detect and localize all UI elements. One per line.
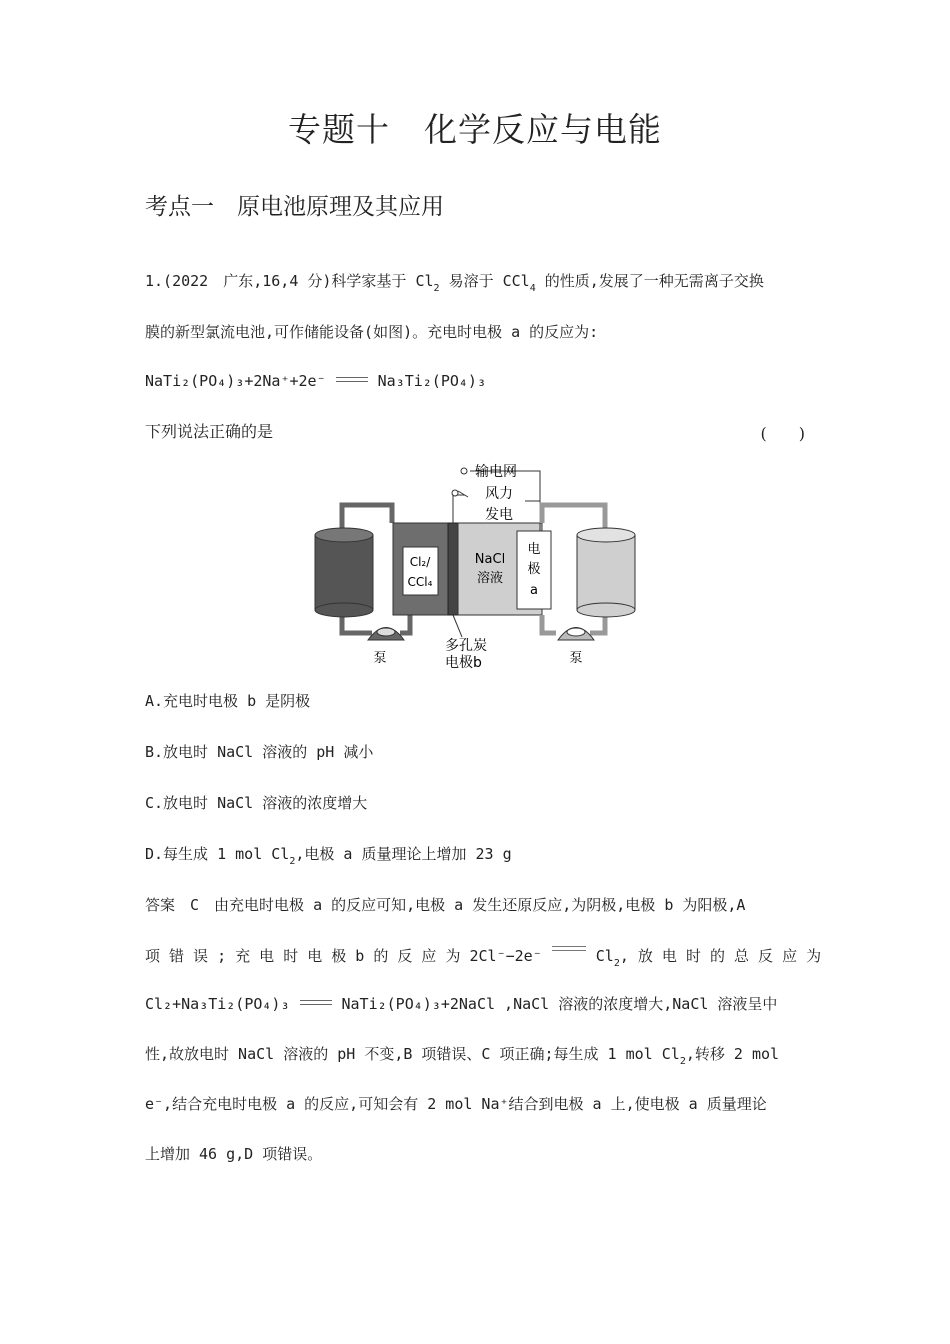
- reaction-equation: NaTi₂(PO₄)₃+2Na⁺+2e⁻ Na₃Ti₂(PO₄)₃: [145, 372, 486, 390]
- left-cell-label-1: Cl₂/: [409, 555, 431, 569]
- answer-line-3: Cl₂+Na₃Ti₂(PO₄)₃ NaTi₂(PO₄)₃+2NaCl ,NaCl 溶液的浓度增大,NaCl 溶液呈中: [145, 995, 778, 1013]
- electrode-a-label-1: 电: [527, 542, 541, 557]
- section-heading: 考点一 原电池原理及其应用: [145, 194, 444, 220]
- grid-label: 输电网: [475, 464, 517, 480]
- left-cell-label-2: CCl₄: [407, 575, 433, 589]
- porous-carbon-electrode-b: [448, 523, 458, 615]
- left-tank-bottom: [315, 603, 373, 617]
- grid-terminal: [461, 468, 467, 474]
- right-tank-bottom: [577, 603, 635, 617]
- right-cell-label-2: 溶液: [476, 571, 504, 586]
- answer-line-6: 上增加 46 g,D 项错误。: [145, 1145, 323, 1163]
- battery-diagram: [300, 455, 650, 675]
- porous-label-2: 电极b: [445, 655, 482, 671]
- electrode-a-label-2: 极: [527, 562, 541, 577]
- electrode-b-pointer: [453, 615, 462, 637]
- option-c: C.放电时 NaCl 溶液的浓度增大: [145, 794, 368, 812]
- right-bottom-pipe: [542, 615, 556, 633]
- option-d: D.每生成 1 mol $Cl_2$,电极 a 质量理论上增加 23 g: [145, 845, 512, 867]
- porous-label-1: 多孔炭: [445, 638, 487, 654]
- option-b: B.放电时 NaCl 溶液的 pH 减小: [145, 743, 374, 761]
- switch-terminal: [452, 490, 458, 496]
- wire-b: [453, 495, 465, 523]
- wind-label-1: 风力: [485, 486, 513, 502]
- left-bottom-pipe-2: [400, 615, 410, 633]
- answer-line-1: 答案 C 由充电时电极 a 的反应可知,电极 a 发生还原反应,为阴极,电极 b 为阳极,A: [145, 896, 746, 914]
- electrode-a-label-3: a: [530, 583, 538, 598]
- answer-line-5: e⁻,结合充电时电极 a 的反应,可知会有 2 mol Na⁺结合到电极 a 上,使电极 a 质量理论: [145, 1095, 767, 1113]
- answer-line-2: 项 错 误 ; 充 电 时 电 极 b 的 反 应 为 2Cl⁻−2e⁻ $Cl_2$, 放 电 时 的 总 反 应 为: [145, 947, 822, 969]
- page-title: 专题十 化学反应与电能: [288, 110, 662, 149]
- right-tank: [577, 535, 635, 610]
- answer-parentheses: ( ): [760, 424, 805, 443]
- right-tank-top: [577, 528, 635, 542]
- question-prompt: 下列说法正确的是: [145, 422, 274, 441]
- switch-lever: [458, 491, 468, 497]
- left-tank-top: [315, 528, 373, 542]
- pump-label-right: 泵: [569, 651, 583, 666]
- answer-line-4: 性,故放电时 NaCl 溶液的 pH 不变,B 项错误、C 项正确;每生成 1 mol $Cl_2$,转移 2 mol: [145, 1045, 780, 1067]
- equals-sign: [336, 377, 368, 382]
- question-stem-line2: 膜的新型氯流电池,可作储能设备(如图)。充电时电极 a 的反应为:: [145, 323, 599, 341]
- equals-sign-3: [300, 1000, 332, 1005]
- question-stem-line1: 1.(2022 广东,16,4 分)科学家基于 $Cl_2$ 易溶于 CCl$_4$ 的性质,发展了一种无需离子交换: [145, 272, 764, 294]
- equals-sign-2: [552, 946, 586, 951]
- option-a: A.充电时电极 b 是阴极: [145, 692, 311, 710]
- left-tank: [315, 535, 373, 610]
- pump-label-left: 泵: [373, 651, 387, 666]
- right-cell-label-1: NaCl: [474, 552, 506, 567]
- wind-label-2: 发电: [485, 507, 513, 523]
